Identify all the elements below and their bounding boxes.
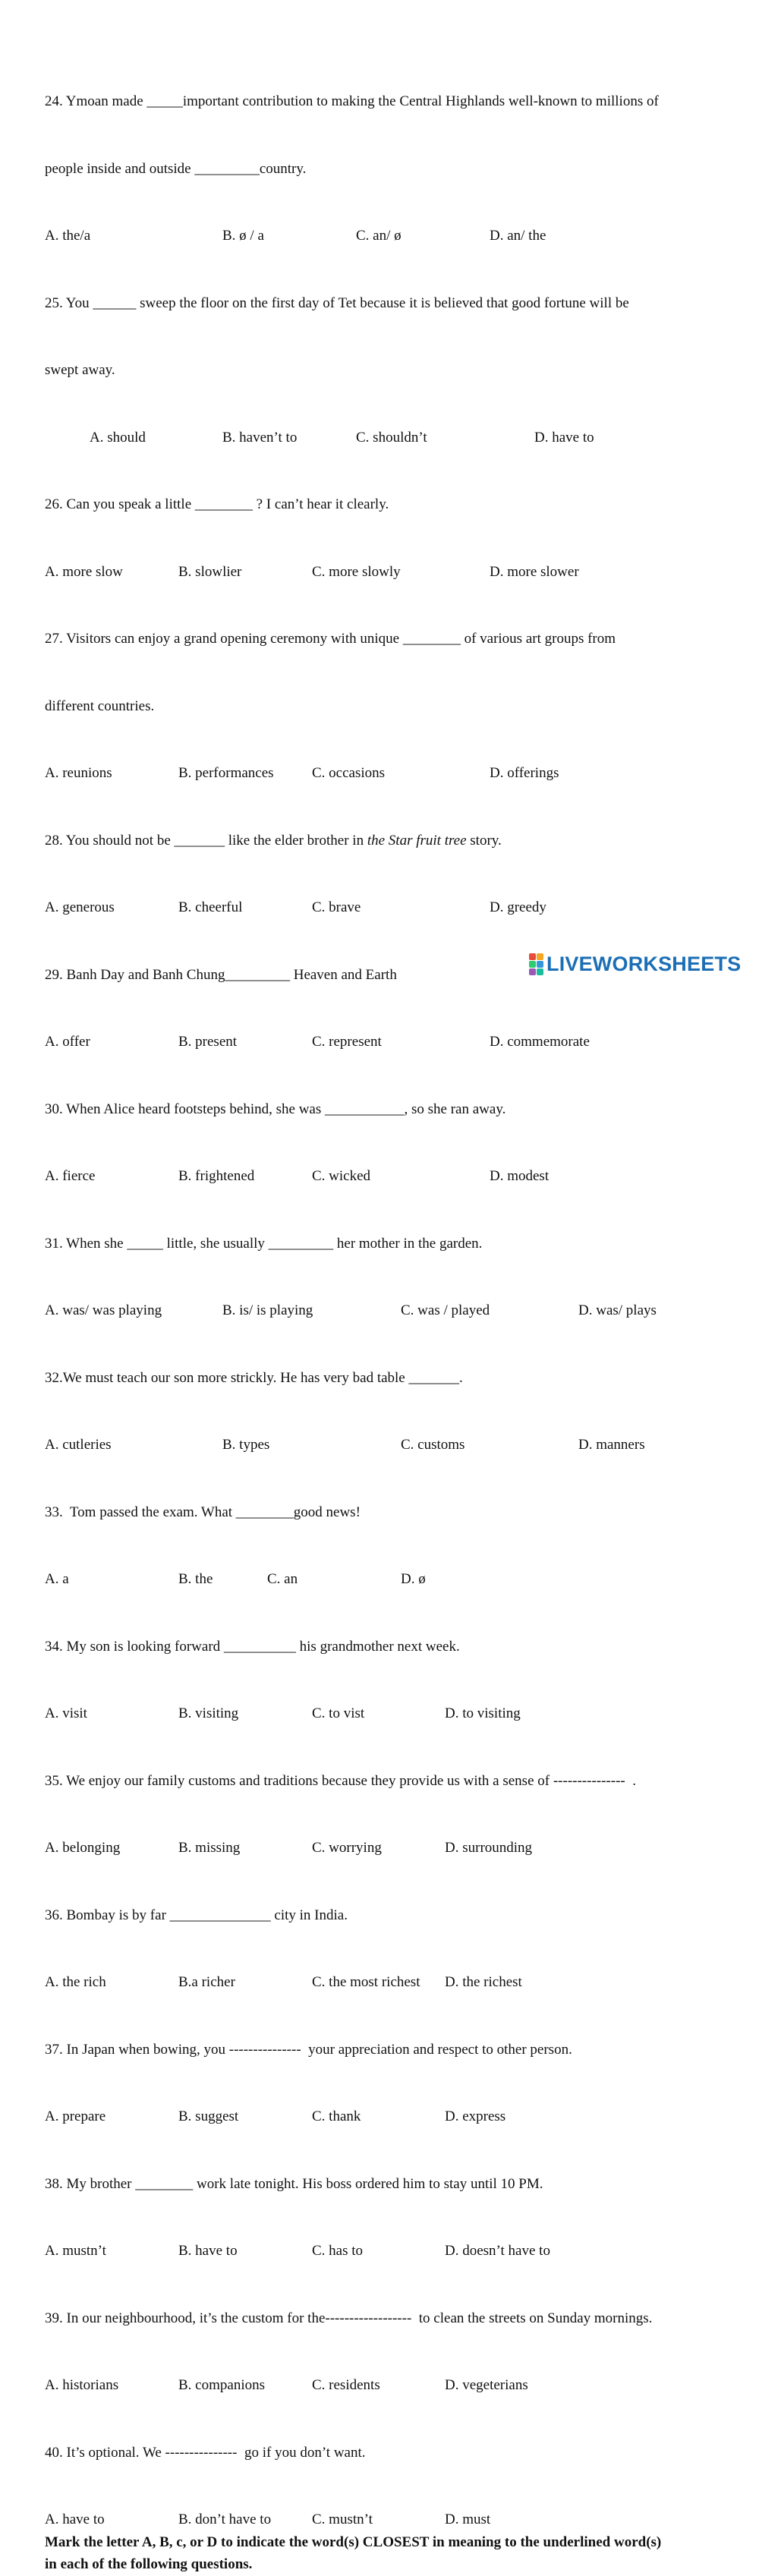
options-31 — [45, 1299, 713, 1322]
option-a[interactable]: A. fierce — [45, 1168, 96, 1184]
option-c[interactable]: C. an — [267, 1571, 298, 1587]
question-text: 32.We must teach our son more strickly. He has very bad table _______. — [45, 1369, 463, 1386]
options-33 — [45, 1568, 713, 1591]
option-a[interactable]: A. visit — [45, 1705, 87, 1721]
question-26 — [45, 449, 713, 561]
option-b[interactable]: B. the — [178, 1571, 213, 1587]
option-b[interactable]: B. performances — [178, 765, 274, 781]
option-a[interactable]: A. offer — [45, 1034, 90, 1050]
option-c[interactable]: C. occasions — [312, 765, 386, 781]
options-25 — [45, 427, 713, 449]
question-text: 34. My son is looking forward __________ his grandmother next week. — [45, 1638, 460, 1655]
question-text: 31. When she _____ little, she usually _________ her mother in the garden. — [45, 1235, 483, 1252]
option-b[interactable]: B. don’t have to — [178, 2511, 272, 2527]
option-b[interactable]: B. haven’t to — [222, 429, 298, 446]
option-b[interactable]: B. companions — [178, 2377, 265, 2393]
option-a[interactable]: A. cutleries — [45, 1437, 112, 1453]
option-d[interactable]: D. was/ plays — [578, 1302, 657, 1318]
question-text: people inside and outside _________country. — [45, 160, 307, 177]
option-b[interactable]: B. frightened — [178, 1168, 255, 1184]
option-b[interactable]: B. suggest — [178, 2108, 239, 2124]
question-40 — [45, 2397, 713, 2509]
option-b[interactable]: B. present — [178, 1034, 238, 1050]
option-c[interactable]: C. worrying — [312, 1840, 382, 1856]
option-d[interactable]: D. commemorate — [490, 1034, 590, 1050]
options-34 — [45, 1702, 713, 1725]
question-text: 25. You ______ sweep the floor on the first day of Tet because it is believed that good fortune will be — [45, 294, 629, 311]
question-text: 35. We enjoy our family customs and traditions because they provide us with a sense of --------------- . — [45, 1772, 636, 1789]
worksheet-page — [45, 46, 713, 2576]
option-a[interactable]: A. generous — [45, 899, 115, 915]
option-a[interactable]: A. a — [45, 1571, 69, 1587]
question-text: 39. In our neighbourhood, it’s the custom for the------------------ to clean the streets on Sunday mornings. — [45, 2310, 653, 2326]
option-a[interactable]: A. historians — [45, 2377, 119, 2393]
option-d[interactable]: D. surrounding — [445, 1840, 533, 1856]
option-c[interactable]: C. the most richest — [312, 1974, 420, 1990]
question-text: swept away. — [45, 362, 115, 378]
options-36 — [45, 1971, 713, 1994]
option-d[interactable]: D. express — [445, 2108, 506, 2124]
option-d[interactable]: D. the richest — [445, 1974, 522, 1990]
option-b[interactable]: B. have to — [178, 2243, 238, 2259]
question-33 — [45, 1456, 713, 1569]
option-a[interactable]: A. prepare — [45, 2108, 106, 2124]
option-d[interactable]: D. vegeterians — [445, 2377, 528, 2393]
option-d[interactable]: D. must — [445, 2511, 491, 2527]
question-32 — [45, 1322, 713, 1434]
option-b[interactable]: B. ø / a — [222, 228, 264, 244]
question-text: 27. Visitors can enjoy a grand opening ceremony with unique ________ of various art groups from — [45, 631, 616, 647]
option-b[interactable]: B.a richer — [178, 1974, 235, 1990]
options-26 — [45, 561, 713, 584]
section-instruction — [45, 2531, 728, 2576]
question-39 — [45, 2263, 713, 2375]
options-30 — [45, 1165, 713, 1188]
question-text-end: story. — [466, 832, 502, 849]
options-29 — [45, 1031, 713, 1053]
option-d[interactable]: D. to visiting — [445, 1705, 521, 1721]
question-text: 33. Tom passed the exam. What ________good news! — [45, 1504, 361, 1520]
option-c[interactable]: C. mustn’t — [312, 2511, 373, 2527]
option-a[interactable]: A. should — [90, 429, 146, 446]
option-c[interactable]: C. to vist — [312, 1705, 365, 1721]
option-b[interactable]: B. is/ is playing — [222, 1302, 313, 1318]
option-a[interactable]: A. belonging — [45, 1840, 121, 1856]
question-30 — [45, 1053, 713, 1166]
question-34 — [45, 1591, 713, 1703]
question-text: 37. In Japan when bowing, you --------------- your appreciation and respect to other person. — [45, 2041, 572, 2058]
question-text: 24. Ymoan made _____important contribution to making the Central Highlands well-known to millions of — [45, 93, 659, 109]
options-39 — [45, 2374, 713, 2397]
question-24 — [45, 46, 713, 225]
options-40 — [45, 2508, 713, 2531]
question-31 — [45, 1188, 713, 1300]
option-d[interactable]: D. an/ the — [490, 228, 546, 244]
option-a[interactable]: A. the/a — [45, 228, 91, 244]
options-27 — [45, 762, 713, 785]
option-c[interactable]: C. an/ ø — [356, 228, 402, 244]
question-25 — [45, 247, 713, 427]
question-text — [45, 830, 713, 852]
option-c[interactable]: C. thank — [312, 2108, 361, 2124]
question-text: 26. Can you speak a little ________ ? I can’t hear it clearly. — [45, 496, 389, 512]
options-28 — [45, 896, 713, 919]
options-24 — [45, 225, 713, 247]
option-c[interactable]: C. was / played — [401, 1302, 490, 1318]
option-b[interactable]: B. types — [222, 1437, 270, 1453]
option-d[interactable]: D. doesn’t have to — [445, 2243, 550, 2259]
option-d[interactable]: D. more slower — [490, 563, 579, 580]
option-a[interactable]: A. the rich — [45, 1974, 106, 1990]
option-c[interactable]: C. wicked — [312, 1168, 371, 1184]
option-d[interactable]: D. modest — [490, 1168, 550, 1184]
question-28 — [45, 785, 713, 897]
option-c[interactable]: C. has to — [312, 2243, 364, 2259]
question-text: 29. Banh Day and Banh Chung_________ Heaven and Earth — [45, 966, 397, 983]
logo-text: LIVEWORKSHEETS — [546, 952, 742, 975]
options-35 — [45, 1837, 713, 1860]
question-text-start: 28. You should not be _______ like the elder brother in — [45, 832, 367, 849]
question-37 — [45, 1994, 713, 2106]
option-d[interactable]: D. have to — [534, 429, 594, 446]
question-text: 40. It’s optional. We --------------- go if you don’t want. — [45, 2444, 366, 2461]
question-text: 38. My brother ________ work late tonight. His boss ordered him to stay until 10 PM. — [45, 2175, 543, 2192]
option-a[interactable]: A. was/ was playing — [45, 1302, 162, 1318]
options-37 — [45, 2105, 713, 2128]
question-38 — [45, 2128, 713, 2241]
option-d[interactable]: D. offerings — [490, 765, 559, 781]
option-c[interactable]: C. represent — [312, 1034, 382, 1050]
option-c[interactable]: C. residents — [312, 2377, 380, 2393]
question-36 — [45, 1860, 713, 1972]
option-a[interactable]: A. reunions — [45, 765, 112, 781]
option-b[interactable]: B. slowlier — [178, 563, 242, 580]
option-c[interactable]: C. shouldn’t — [356, 429, 427, 446]
question-text: 36. Bombay is by far ______________ city in India. — [45, 1907, 348, 1923]
option-c[interactable]: C. customs — [401, 1437, 465, 1453]
option-d[interactable]: D. manners — [578, 1437, 645, 1453]
option-a[interactable]: A. more slow — [45, 563, 123, 580]
option-b[interactable]: B. visiting — [178, 1705, 239, 1721]
instruction-line: Mark the letter A, B, c, or D to indicate the word(s) CLOSEST in meaning to the underlined word(s) — [45, 2533, 662, 2550]
options-32 — [45, 1434, 713, 1456]
option-b[interactable]: B. cheerful — [178, 899, 243, 915]
story-title: the Star fruit tree — [367, 832, 467, 849]
question-27 — [45, 583, 713, 762]
question-35 — [45, 1725, 713, 1838]
liveworksheets-logo-icon — [529, 953, 543, 975]
options-38 — [45, 2240, 713, 2263]
instruction-line: in each of the following questions. — [45, 2556, 253, 2572]
liveworksheets-logo[interactable] — [529, 953, 741, 975]
option-a[interactable]: A. have to — [45, 2511, 105, 2527]
option-d[interactable]: D. ø — [401, 1571, 426, 1587]
option-c[interactable]: C. brave — [312, 899, 361, 915]
option-c[interactable]: C. more slowly — [312, 563, 401, 580]
option-d[interactable]: D. greedy — [490, 899, 546, 915]
option-b[interactable]: B. missing — [178, 1840, 241, 1856]
question-text: 30. When Alice heard footsteps behind, she was ___________, so she ran away. — [45, 1101, 506, 1117]
option-a[interactable]: A. mustn’t — [45, 2243, 106, 2259]
question-text: different countries. — [45, 698, 155, 714]
